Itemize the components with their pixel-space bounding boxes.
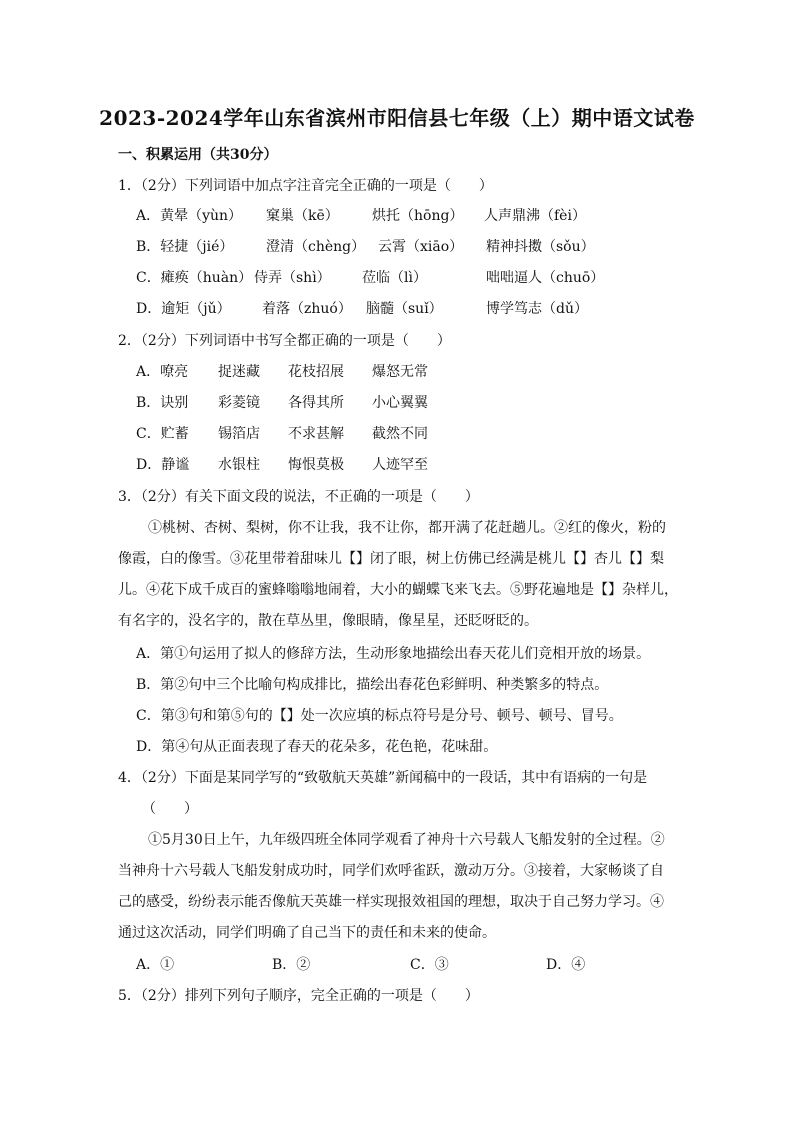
q1-option-b-1: B．轻捷（jié） (136, 239, 234, 255)
q2-option-a-1: A．嘹亮 (136, 364, 189, 380)
passage-line: 通过这次活动，同学们明确了自己当下的责任和未来的使命。 (118, 925, 496, 941)
q1-option-d-2: 着落（zhuó） (262, 301, 352, 317)
q2-option-d-1: D．静谧 (136, 457, 190, 473)
q2-option-d-3: 悔恨莫极 (288, 457, 344, 473)
q1-option-a-3: 烘托（hōng） (372, 208, 464, 224)
section-heading: 一、积累运用（共30分） (118, 147, 278, 163)
q1-option-c-2: 侍弄（shì） (254, 270, 331, 286)
question-1-stem: 1．（2分）下列词语中加点字注音完全正确的一项是（ ） (118, 178, 493, 194)
q3-option-c: C．第③句和第⑤句的【】处一次应填的标点符号是分号、顿号、顿号、冒号。 (136, 708, 623, 724)
q1-option-c-3: 莅临（lì） (362, 270, 427, 286)
q2-option-b-3: 各得其所 (288, 395, 344, 411)
passage-line: 当神舟十六号载人飞船发射成功时，同学们欢呼雀跃，激动万分。③接着，大家畅谈了自 (118, 863, 664, 879)
q2-option-a-3: 花枝招展 (288, 364, 344, 380)
q1-option-a-1: A．黄晕（yùn） (136, 208, 243, 224)
question-2-stem: 2．（2分）下列词语中书写全都正确的一项是（ ） (118, 333, 451, 349)
q1-option-a-4: 人声鼎沸（fèi） (484, 208, 586, 224)
q3-option-b: B．第②句中三个比喻句构成排比，描绘出春花色彩鲜明、种类繁多的特点。 (136, 677, 609, 693)
q2-option-d-4: 人迹罕至 (372, 457, 428, 473)
q1-option-c-1: C．瘫痪（huàn） (136, 270, 253, 286)
q2-option-b-4: 小心翼翼 (372, 395, 428, 411)
q2-option-c-1: C．贮蓄 (136, 426, 189, 442)
q3-option-d: D．第④句从正面表现了春天的花朵多，花色艳，花味甜。 (136, 739, 498, 755)
q1-option-d-3: 脑髓（suǐ） (366, 301, 443, 317)
passage-line: 儿。④花下成千成百的蜜蜂嗡嗡地闹着，大小的蝴蝶飞来飞去。⑤野花遍地是【】杂样儿， (118, 582, 678, 598)
passage-line: 像霞，白的像雪。③花里带着甜味儿【】闭了眼，树上仿佛已经满是桃儿【】杏儿【】梨 (118, 551, 664, 567)
q1-option-c-4: 咄咄逼人（chuō） (486, 270, 605, 286)
q2-option-b-2: 彩菱镜 (218, 395, 260, 411)
question-4-stem: 4．（2分）下面是某同学写的“致敬航天英雄”新闻稿中的一段话，其中有语病的一句是 (118, 770, 648, 786)
q3-option-a: A．第①句运用了拟人的修辞方法，生动形象地描绘出春天花儿们竞相开放的场景。 (136, 646, 651, 662)
passage-line: 己的感受，纷纷表示能否像航天英雄一样实现报效祖国的理想，取决于自己努力学习。④ (118, 894, 664, 910)
q4-option-a: A．① (136, 957, 175, 973)
page-title: 2023-2024学年山东省滨州市阳信县七年级（上）期中语文试卷 (99, 106, 695, 130)
q1-option-d-1: D．逾矩（jǔ） (136, 301, 231, 317)
q4-option-b: B．② (272, 957, 311, 973)
passage-line: 有名字的，没名字的，散在草丛里，像眼睛，像星星，还眨呀眨的。 (118, 613, 538, 629)
q1-option-b-4: 精神抖擞（sǒu） (486, 239, 595, 255)
q1-option-b-2: 澄清（chèng） (266, 239, 366, 255)
q1-option-b-3: 云霄（xiāo） (378, 239, 464, 255)
q1-option-a-2: 窠巢（kē） (266, 208, 339, 224)
q2-option-a-4: 爆怒无常 (372, 364, 428, 380)
q2-option-c-3: 不求甚解 (288, 426, 344, 442)
question-4-answer-bracket: （ ） (142, 801, 198, 817)
q2-option-c-2: 锡箔店 (218, 426, 260, 442)
q1-option-d-4: 博学笃志（dǔ） (486, 301, 588, 317)
passage-line: ①5月30日上午，九年级四班全体同学观看了神舟十六号载人飞船发射的全过程。② (148, 832, 665, 848)
passage-line: ①桃树、杏树、梨树，你不让我，我不让你，都开满了花赶趟儿。②红的像火，粉的 (148, 520, 666, 536)
q4-option-c: C．③ (410, 957, 449, 973)
q4-option-d: D．④ (546, 957, 586, 973)
q2-option-c-4: 截然不同 (372, 426, 428, 442)
question-5-stem: 5．（2分）排列下列句子顺序，完全正确的一项是（ ） (118, 988, 479, 1004)
q2-option-d-2: 水银柱 (218, 457, 260, 473)
q2-option-b-1: B．诀别 (136, 395, 189, 411)
question-3-stem: 3．（2分）有关下面文段的说法，不正确的一项是（ ） (118, 489, 479, 505)
q2-option-a-2: 捉迷藏 (218, 364, 260, 380)
